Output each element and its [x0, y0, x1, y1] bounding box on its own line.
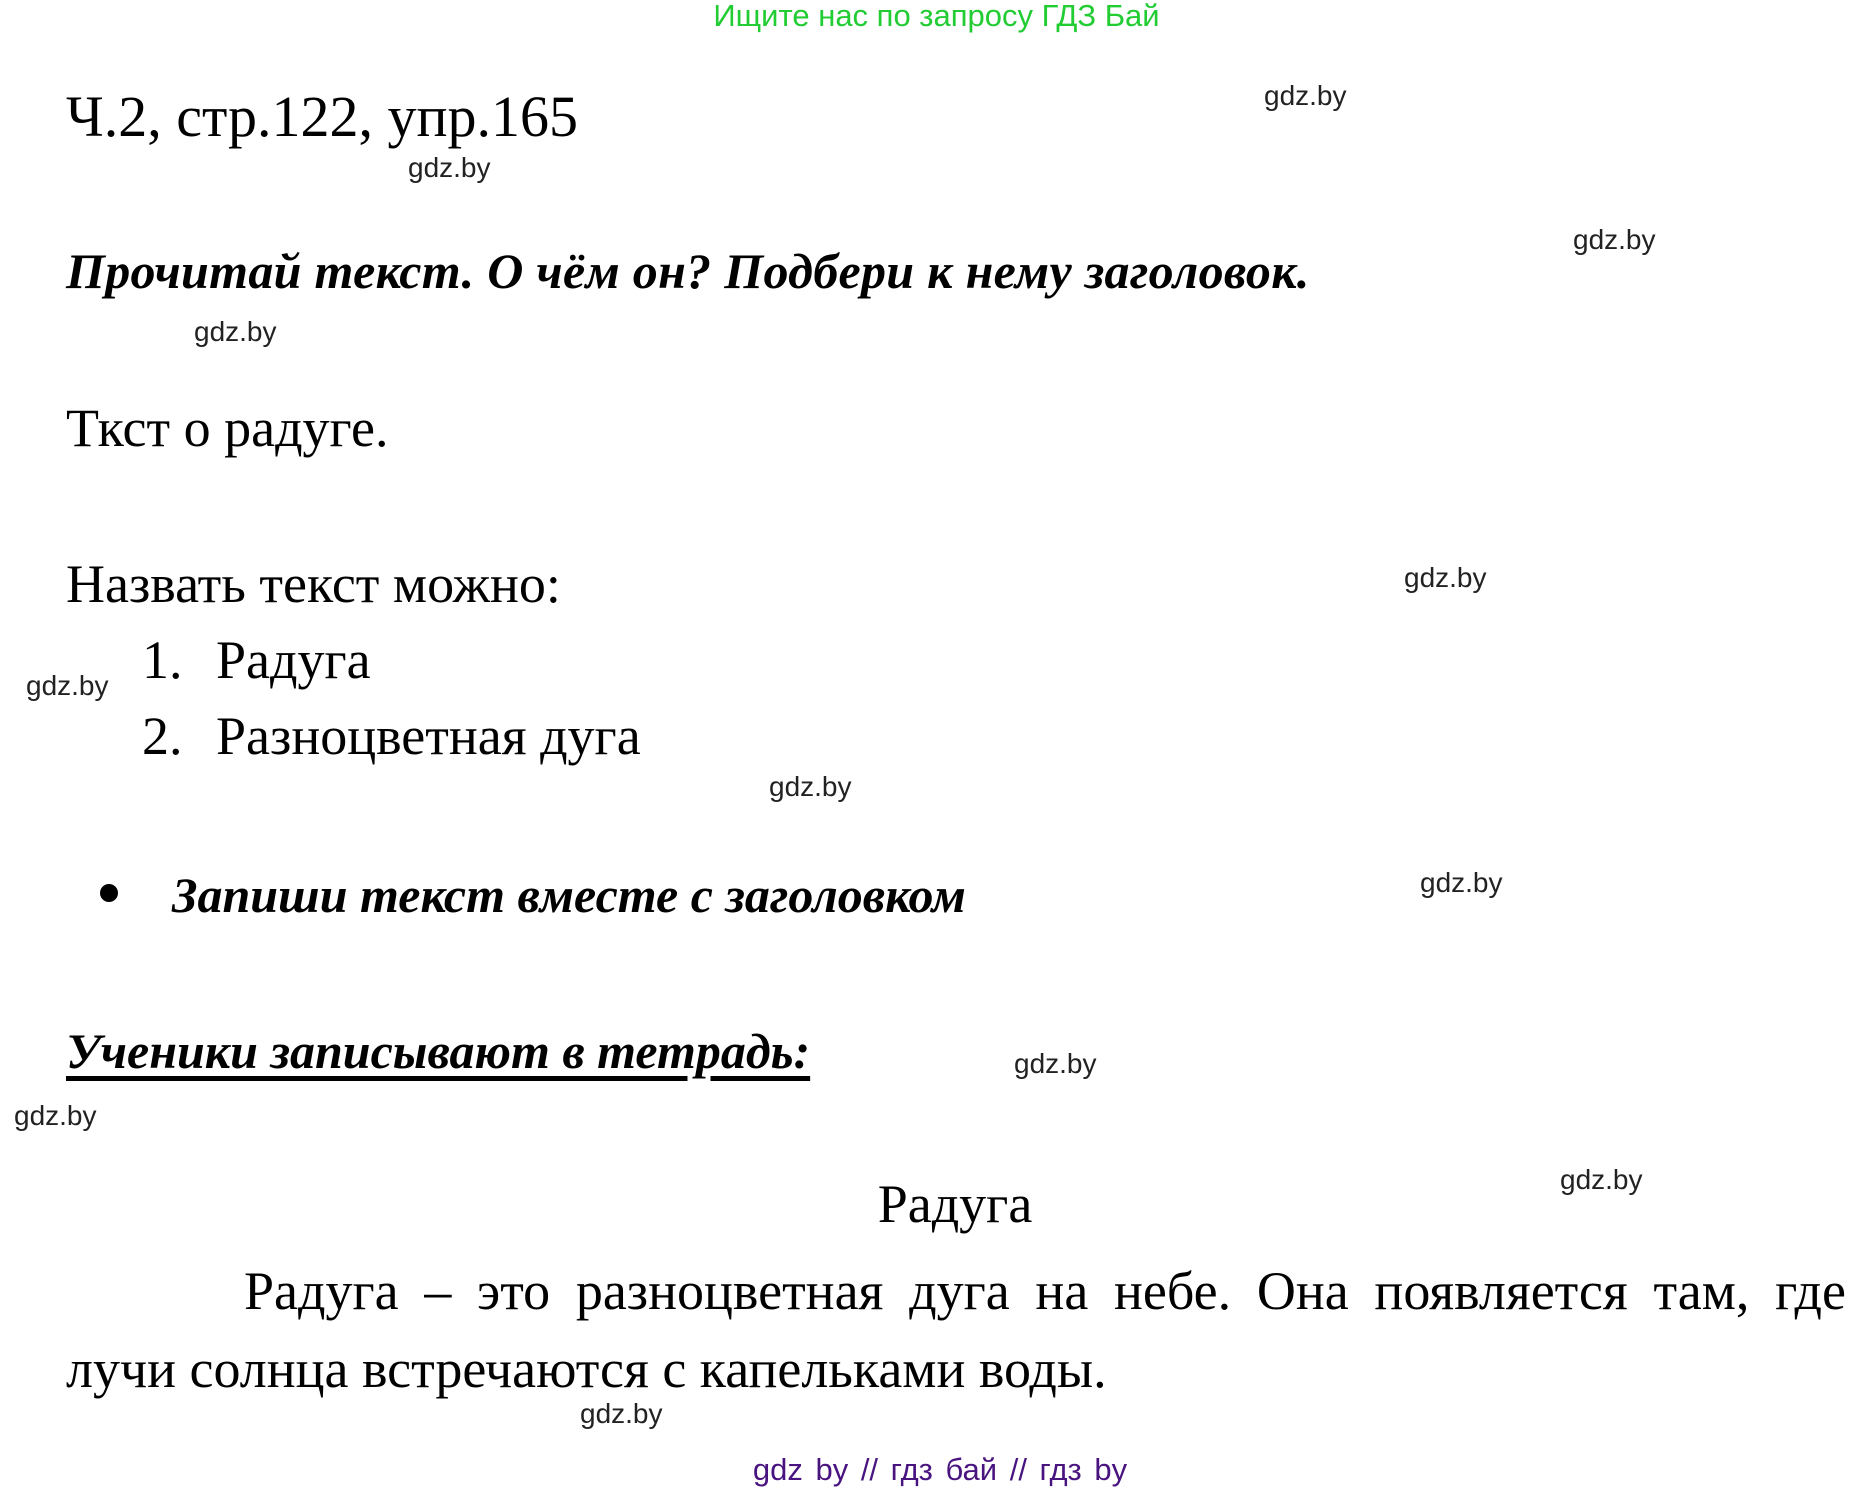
list-item: Радуга — [216, 630, 371, 690]
watermark: gdz.by — [769, 771, 852, 802]
watermark: gdz.by — [1264, 80, 1347, 111]
list-item-number: 2. — [142, 706, 183, 766]
notebook-paragraph: Радуга – это разноцветная дуга на небе. Она появляется там, где лучи солнца встречаются с капельками воды. — [66, 1261, 1846, 1399]
topic-answer: Ткст о радуге. — [66, 398, 389, 458]
students-heading: Ученики записывают в тетрадь: — [66, 1023, 811, 1079]
footer-brand-links: gdz by // гдз бай // гдз by — [752, 1452, 1128, 1487]
watermark: gdz.by — [1420, 867, 1503, 898]
watermark: gdz.by — [26, 670, 109, 701]
naming-intro: Назвать текст можно: — [66, 554, 561, 614]
watermark: gdz.by — [14, 1100, 97, 1131]
watermark: gdz.by — [194, 316, 277, 347]
watermark: gdz.by — [1560, 1164, 1643, 1195]
watermark: gdz.by — [1404, 562, 1487, 593]
notebook-title: Радуга — [877, 1174, 1033, 1234]
exercise-instruction: Прочитай текст. О чём он? Подбери к нему заголовок. — [66, 243, 1310, 299]
list-item: Разноцветная дуга — [216, 706, 641, 766]
bullet-icon — [100, 884, 118, 902]
search-hint-banner: Ищите нас по запросу ГДЗ Бай — [713, 0, 1160, 33]
exercise-title: Ч.2, стр.122, упр.165 — [66, 84, 579, 149]
watermark: gdz.by — [1014, 1048, 1097, 1079]
bullet-task: Запиши текст вместе с заголовком — [172, 867, 966, 923]
watermark: gdz.by — [408, 152, 491, 183]
watermark: gdz.by — [1573, 224, 1656, 255]
watermark: gdz.by — [580, 1398, 663, 1429]
list-item-number: 1. — [142, 630, 183, 690]
